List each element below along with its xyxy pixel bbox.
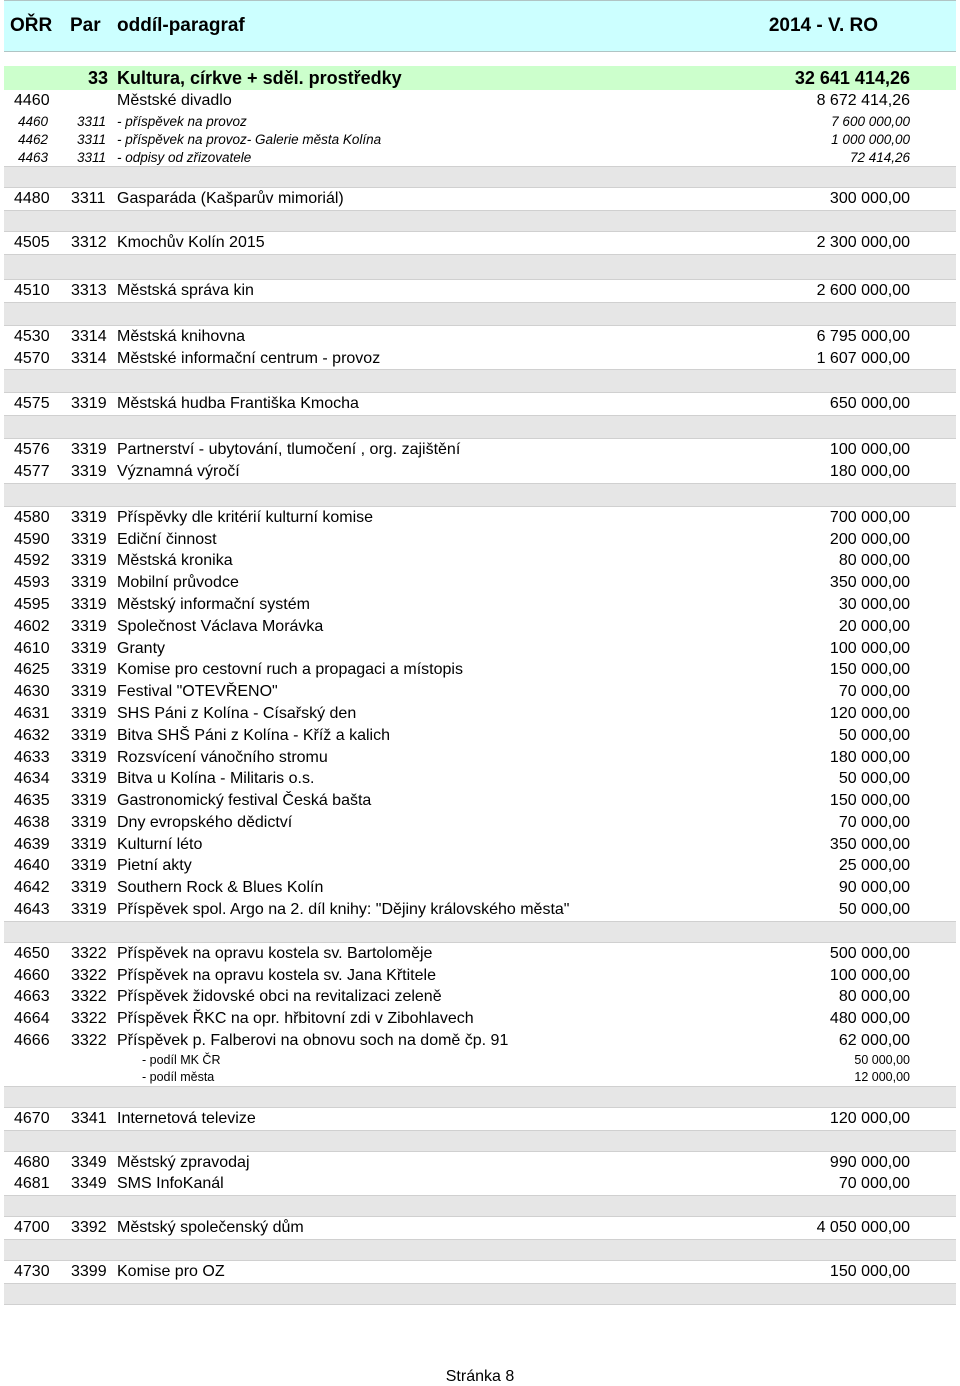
table-row — [4, 616, 956, 638]
orr-cell: 4460 — [14, 92, 50, 109]
amount-cell: 150 000,00 — [829, 1263, 910, 1281]
desc-cell: - podíl města — [142, 1069, 215, 1084]
orr-cell: 4462 — [18, 131, 49, 147]
amount-cell: 6 795 000,00 — [816, 327, 910, 345]
amount-cell: 350 000,00 — [829, 574, 910, 592]
desc-cell: Granty — [117, 639, 166, 657]
desc-cell: Gastronomický festival Česká bašta — [117, 792, 372, 810]
table-row — [4, 703, 956, 725]
amount-cell: 7 600 000,00 — [831, 113, 910, 129]
desc-cell: - příspěvek na provoz — [117, 113, 247, 129]
group-separator — [4, 1195, 956, 1217]
amount-cell: 80 000,00 — [838, 988, 910, 1006]
table-row — [4, 461, 956, 483]
table-row — [4, 1217, 956, 1239]
table-row — [4, 659, 956, 681]
orr-cell: 4505 — [14, 234, 50, 252]
section-amount: 32 641 414,26 — [794, 68, 910, 88]
par-cell: 3341 — [71, 1109, 107, 1127]
amount-cell: 480 000,00 — [829, 1010, 910, 1028]
section-title: Kultura, církve + sděl. prostředky — [117, 68, 402, 88]
par-cell: 3311 — [77, 113, 107, 129]
amount-cell: 120 000,00 — [829, 704, 910, 722]
orr-cell: 4480 — [14, 190, 50, 208]
orr-cell: 4602 — [14, 617, 50, 635]
desc-cell: Městský informační systém — [117, 595, 310, 613]
amount-cell: 90 000,00 — [838, 879, 910, 897]
amount-cell: 2 300 000,00 — [816, 234, 910, 252]
desc-cell: Městská knihovna — [117, 327, 246, 345]
table-row — [4, 594, 956, 616]
amount-cell: 150 000,00 — [829, 792, 910, 810]
table-row — [4, 507, 956, 529]
desc-cell: Kulturní léto — [117, 835, 203, 853]
par-cell: 3319 — [71, 813, 107, 831]
table-row — [4, 280, 956, 302]
table-row — [4, 529, 956, 551]
group-separator — [4, 166, 956, 188]
table-row — [4, 572, 956, 594]
par-cell: 3322 — [71, 1032, 107, 1050]
amount-cell: 2 600 000,00 — [816, 281, 910, 299]
amount-cell: 120 000,00 — [829, 1109, 910, 1127]
table-row — [4, 877, 956, 899]
amount-cell: 50 000,00 — [854, 1052, 910, 1067]
amount-cell: 100 000,00 — [829, 441, 910, 459]
desc-cell: Příspěvek spol. Argo na 2. díl knihy: "Dějiny královského města" — [117, 901, 570, 919]
amount-cell: 700 000,00 — [829, 508, 910, 526]
orr-cell: 4700 — [14, 1219, 50, 1237]
desc-cell: Příspěvky dle kritérií kulturní komise — [117, 508, 374, 526]
amount-cell: 50 000,00 — [838, 726, 910, 744]
amount-cell: 1 000 000,00 — [831, 131, 910, 147]
par-cell: 3349 — [71, 1175, 107, 1193]
orr-cell: 4593 — [14, 574, 50, 592]
par-cell: 3319 — [71, 726, 107, 744]
amount-cell: 180 000,00 — [829, 748, 910, 766]
par-cell: 3392 — [71, 1219, 107, 1237]
table-row — [4, 1008, 956, 1030]
desc-cell: Internetová televize — [117, 1109, 256, 1127]
orr-cell: 4634 — [14, 770, 50, 788]
orr-cell: 4625 — [14, 661, 50, 679]
group-separator — [4, 1239, 956, 1261]
par-cell: 3314 — [71, 349, 107, 367]
orr-cell: 4570 — [14, 349, 50, 367]
group-separator — [4, 369, 956, 393]
par-cell: 3319 — [71, 574, 107, 592]
desc-cell: Partnerství - ubytování, tlumočení , org. zajištění — [117, 441, 461, 459]
desc-cell: Městská správa kin — [117, 281, 254, 299]
desc-cell: Bitva u Kolína - Militaris o.s. — [117, 770, 315, 788]
desc-cell: Southern Rock & Blues Kolín — [117, 879, 324, 897]
orr-cell: 4610 — [14, 639, 50, 657]
desc-cell: Příspěvek ŘKC na opr. hřbitovní zdi v Zibohlavech — [117, 1010, 474, 1028]
desc-cell: Městská hudba Františka Kmocha — [117, 395, 359, 413]
orr-cell: 4590 — [14, 530, 50, 548]
orr-cell: 4575 — [14, 395, 50, 413]
table-row — [4, 90, 956, 112]
table-row — [4, 348, 956, 370]
amount-cell: 180 000,00 — [829, 462, 910, 480]
par-cell: 3319 — [71, 395, 107, 413]
par-cell: 3319 — [71, 901, 107, 919]
amount-cell: 650 000,00 — [829, 395, 910, 413]
section-code: 33 — [88, 68, 109, 88]
table-row — [4, 943, 956, 965]
desc-cell: SMS InfoKanál — [117, 1175, 224, 1193]
amount-cell: 500 000,00 — [829, 944, 910, 962]
table-row — [4, 790, 956, 812]
note-row — [4, 1052, 956, 1069]
amount-cell: 100 000,00 — [829, 639, 910, 657]
group-separator — [4, 254, 956, 280]
amount-cell: 8 672 414,26 — [816, 92, 910, 109]
orr-cell: 4510 — [14, 281, 50, 299]
table-row — [4, 232, 956, 254]
desc-cell: Příspěvek židovské obci na revitalizaci zeleně — [117, 988, 442, 1006]
amount-cell: 50 000,00 — [838, 770, 910, 788]
amount-cell: 70 000,00 — [838, 1175, 910, 1193]
amount-cell: 80 000,00 — [838, 552, 910, 570]
orr-cell: 4681 — [14, 1175, 50, 1193]
amount-cell: 350 000,00 — [829, 835, 910, 853]
orr-cell: 4638 — [14, 813, 50, 831]
group-separator — [4, 483, 956, 507]
table-header — [4, 0, 956, 52]
par-cell: 3349 — [71, 1153, 107, 1171]
par-cell: 3322 — [71, 944, 107, 962]
table-row — [4, 834, 956, 856]
amount-cell: 100 000,00 — [829, 966, 910, 984]
group-separator — [4, 1086, 956, 1108]
group-separator — [4, 302, 956, 326]
group-separator — [4, 1130, 956, 1152]
orr-cell: 4680 — [14, 1153, 50, 1171]
desc-cell: Pietní akty — [117, 857, 192, 875]
desc-cell: Ediční činnost — [117, 530, 217, 548]
par-cell: 3314 — [71, 327, 107, 345]
table-row — [4, 965, 956, 987]
sub-row — [4, 148, 956, 166]
par-cell: 3313 — [71, 281, 107, 299]
orr-cell: 4640 — [14, 857, 50, 875]
amount-cell: 300 000,00 — [829, 190, 910, 208]
table-row — [4, 393, 956, 415]
amount-cell: 200 000,00 — [829, 530, 910, 548]
orr-cell: 4642 — [14, 879, 50, 897]
par-cell: 3312 — [71, 234, 107, 252]
table-row — [4, 550, 956, 572]
desc-cell: Příspěvek na opravu kostela sv. Jana Křtitele — [117, 966, 436, 984]
amount-cell: 4 050 000,00 — [816, 1219, 910, 1237]
amount-cell: 72 414,26 — [849, 150, 910, 166]
group-separator — [4, 415, 956, 439]
desc-cell: Komise pro cestovní ruch a propagaci a místopis — [117, 661, 463, 679]
desc-cell: Městské informační centrum - provoz — [117, 349, 381, 367]
header-desc: oddíl-paragraf — [117, 15, 245, 36]
desc-cell: Rozsvícení vánočního stromu — [117, 748, 328, 766]
par-cell: 3319 — [71, 595, 107, 613]
orr-cell: 4580 — [14, 508, 50, 526]
amount-cell: 25 000,00 — [838, 857, 910, 875]
desc-cell: Bitva SHŠ Páni z Kolína - Kříž a kalich — [117, 726, 390, 744]
section-total-row — [4, 66, 956, 90]
sub-row — [4, 130, 956, 148]
page-footer — [0, 1368, 960, 1386]
table-row — [4, 747, 956, 769]
orr-cell: 4592 — [14, 552, 50, 570]
par-cell: 3311 — [77, 131, 107, 147]
amount-cell: 50 000,00 — [838, 901, 910, 919]
orr-cell: 4639 — [14, 835, 50, 853]
table-row — [4, 326, 956, 348]
desc-cell: SHS Páni z Kolína - Císařský den — [117, 704, 357, 722]
par-cell: 3319 — [71, 441, 107, 459]
orr-cell: 4630 — [14, 683, 50, 701]
table-row — [4, 1152, 956, 1174]
par-cell: 3319 — [71, 683, 107, 701]
amount-cell: 30 000,00 — [838, 595, 910, 613]
desc-cell: Příspěvek na opravu kostela sv. Bartoloměje — [117, 944, 433, 962]
amount-cell: 20 000,00 — [838, 617, 910, 635]
orr-cell: 4663 — [14, 988, 50, 1006]
par-cell: 3319 — [71, 770, 107, 788]
par-cell: 3319 — [71, 704, 107, 722]
group-separator — [4, 921, 956, 943]
desc-cell: Městský společenský dům — [117, 1219, 304, 1237]
budget-groups — [4, 90, 956, 1305]
page-number: Stránka 8 — [445, 1368, 515, 1385]
amount-cell: 990 000,00 — [829, 1153, 910, 1171]
par-cell: 3319 — [71, 748, 107, 766]
desc-cell: - odpisy od zřizovatele — [117, 150, 252, 166]
orr-cell: 4632 — [14, 726, 50, 744]
orr-cell: 4595 — [14, 595, 50, 613]
par-cell: 3311 — [77, 150, 107, 166]
header-year: 2014 - V. RO — [768, 15, 878, 36]
par-cell: 3319 — [71, 792, 107, 810]
header-orr: OŘR — [10, 15, 53, 36]
group-separator — [4, 210, 956, 232]
orr-cell: 4463 — [18, 150, 49, 166]
table-row — [4, 812, 956, 834]
par-cell: 3319 — [71, 530, 107, 548]
desc-cell: Městský zpravodaj — [117, 1153, 250, 1171]
orr-cell: 4730 — [14, 1263, 50, 1281]
orr-cell: 4643 — [14, 901, 50, 919]
amount-cell: 12 000,00 — [854, 1069, 910, 1084]
group-separator — [4, 1283, 956, 1305]
table-row — [4, 1108, 956, 1130]
desc-cell: Gasparáda (Kašparův mimoriál) — [117, 190, 344, 208]
orr-cell: 4660 — [14, 966, 50, 984]
desc-cell: - podíl MK ČR — [142, 1052, 221, 1067]
table-row — [4, 1173, 956, 1195]
table-row — [4, 855, 956, 877]
desc-cell: Dny evropského dědictví — [117, 813, 293, 831]
desc-cell: Městská kronika — [117, 552, 233, 570]
par-cell: 3319 — [71, 617, 107, 635]
desc-cell: Příspěvek p. Falberovi na obnovu soch na domě čp. 91 — [117, 1032, 509, 1050]
note-row — [4, 1069, 956, 1086]
orr-cell: 4635 — [14, 792, 50, 810]
desc-cell: Významná výročí — [117, 462, 240, 480]
table-row — [4, 188, 956, 210]
table-row — [4, 768, 956, 790]
desc-cell: Městské divadlo — [117, 92, 232, 109]
sub-row — [4, 112, 956, 130]
table-row — [4, 1030, 956, 1052]
par-cell: 3319 — [71, 639, 107, 657]
desc-cell: Společnost Václava Morávka — [117, 617, 324, 635]
table-row — [4, 638, 956, 660]
par-cell: 3399 — [71, 1263, 107, 1281]
table-row — [4, 681, 956, 703]
par-cell: 3319 — [71, 857, 107, 875]
desc-cell: Festival "OTEVŘENO" — [117, 683, 278, 701]
orr-cell: 4670 — [14, 1109, 50, 1127]
orr-cell: 4650 — [14, 944, 50, 962]
table-row — [4, 1261, 956, 1283]
budget-sheet — [4, 0, 956, 1305]
par-cell: 3322 — [71, 988, 107, 1006]
header-gap — [4, 52, 956, 66]
amount-cell: 1 607 000,00 — [816, 349, 910, 367]
orr-cell: 4530 — [14, 327, 50, 345]
amount-cell: 70 000,00 — [838, 683, 910, 701]
orr-cell: 4576 — [14, 441, 50, 459]
desc-cell: Mobilní průvodce — [117, 574, 239, 592]
table-row — [4, 899, 956, 921]
par-cell: 3319 — [71, 661, 107, 679]
orr-cell: 4460 — [18, 113, 49, 129]
table-row — [4, 986, 956, 1008]
par-cell: 3319 — [71, 552, 107, 570]
par-cell: 3322 — [71, 1010, 107, 1028]
orr-cell: 4631 — [14, 704, 50, 722]
orr-cell: 4577 — [14, 462, 50, 480]
par-cell: 3319 — [71, 462, 107, 480]
desc-cell: - příspěvek na provoz- Galerie města Kolína — [117, 131, 382, 147]
desc-cell: Kmochův Kolín 2015 — [117, 234, 265, 252]
par-cell: 3319 — [71, 835, 107, 853]
par-cell: 3322 — [71, 966, 107, 984]
par-cell: 3311 — [71, 190, 106, 208]
par-cell: 3319 — [71, 879, 107, 897]
amount-cell: 70 000,00 — [838, 813, 910, 831]
amount-cell: 62 000,00 — [838, 1032, 910, 1050]
header-par: Par — [70, 15, 101, 36]
orr-cell: 4666 — [14, 1032, 50, 1050]
amount-cell: 150 000,00 — [829, 661, 910, 679]
orr-cell: 4633 — [14, 748, 50, 766]
table-row — [4, 439, 956, 461]
par-cell: 3319 — [71, 508, 107, 526]
desc-cell: Komise pro OZ — [117, 1263, 225, 1281]
table-row — [4, 725, 956, 747]
orr-cell: 4664 — [14, 1010, 50, 1028]
